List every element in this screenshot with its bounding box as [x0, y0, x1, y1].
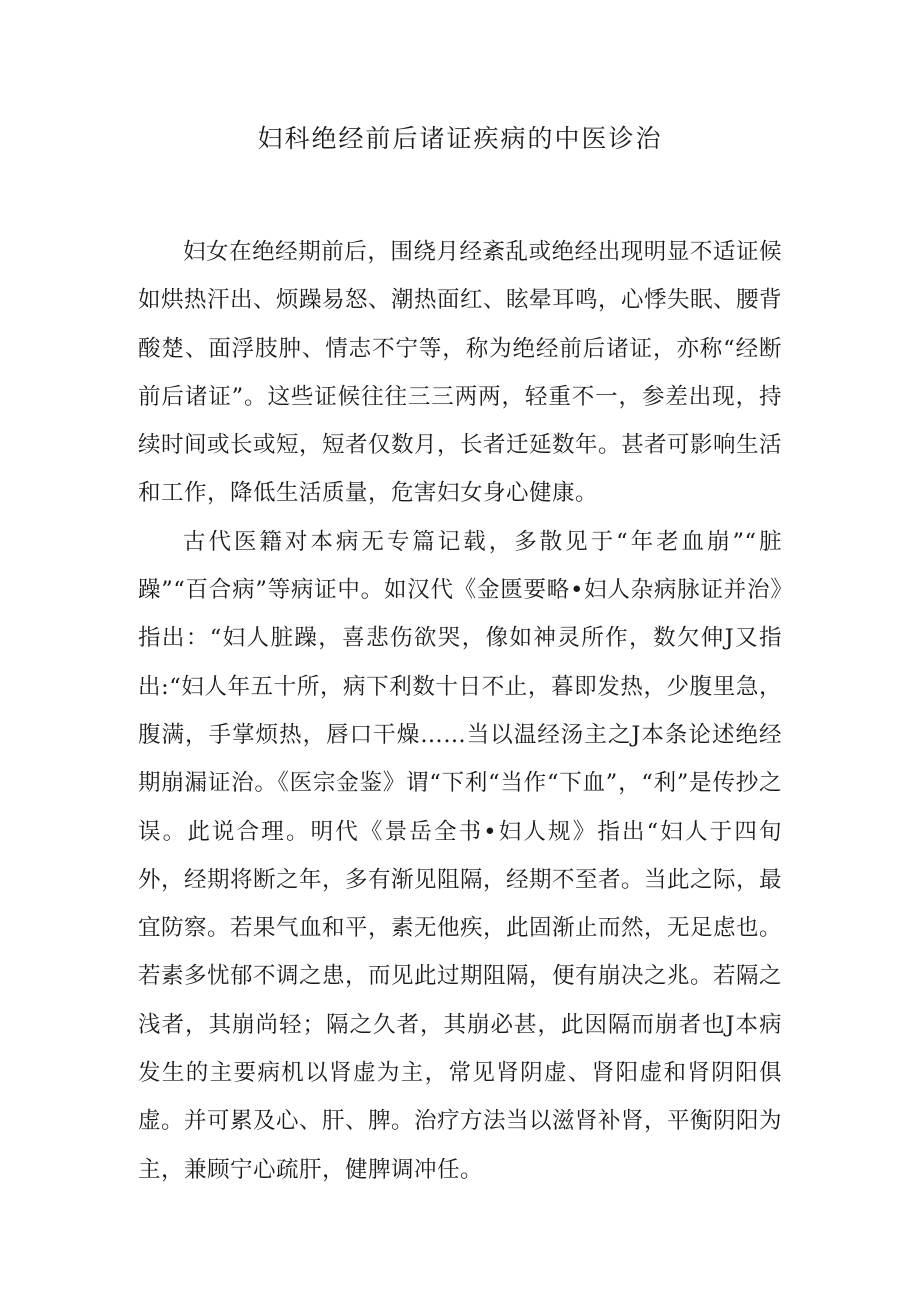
document-body — [138, 228, 782, 1194]
document-title: 妇科绝经前后诸证疾病的中医诊治 — [257, 124, 663, 153]
paragraph-1: 妇女在绝经期前后，围绕月经紊乱或绝经出现明显不适证候如烘热汗出、烦躁易怒、潮热面红、眩晕耳鸣，心悸失眠、腰背酸楚、面浮肢肿、情志不宁等，称为绝经前后诸证，亦称“经断前后诸证”。这些证候往往三三两两，轻重不一，参差出现，持续时间或长或短，短者仅数月，长者迁延数年。甚者可影响生活和工作，降低生活质量，危害妇女身心健康。 — [138, 239, 783, 507]
paragraph-2: 古代医籍对本病无专篇记载，多散见于“年老血崩”“脏躁”“百合病”等病证中。如汉代《金匮要略•妇人杂病脉证并治》指出：“妇人脏躁，喜悲伤欲哭，像如神灵所作，数欠伸J又指出:“妇人年五十所，病下利数十日不止，暮即发热，少腹里急，腹满，手掌烦热，唇口干燥……当以温经汤主之J本条论述绝经期崩漏证治。《医宗金鉴》谓“下利“当作“下血”，“利”是传抄之误。此说合理。明代《景岳全书•妇人规》指出“妇人于四旬外，经期将断之年，多有渐见阻隔，经期不至者。当此之际，最宜防察。若果气血和平，素无他疾，此固渐止而然，无足虑也。若素多忧郁不调之患，而见此过期阻隔，便有崩决之兆。若隔之浅者，其崩尚轻；隔之久者，其崩必甚，此因隔而崩者也J本病发生的主要病机以肾虚为主，常见肾阴虚、肾阳虚和肾阴阳俱虚。并可累及心、肝、脾。治疗方法当以滋肾补肾，平衡阴阳为主，兼顾宁心疏肝，健脾调冲任。 — [138, 528, 783, 1183]
